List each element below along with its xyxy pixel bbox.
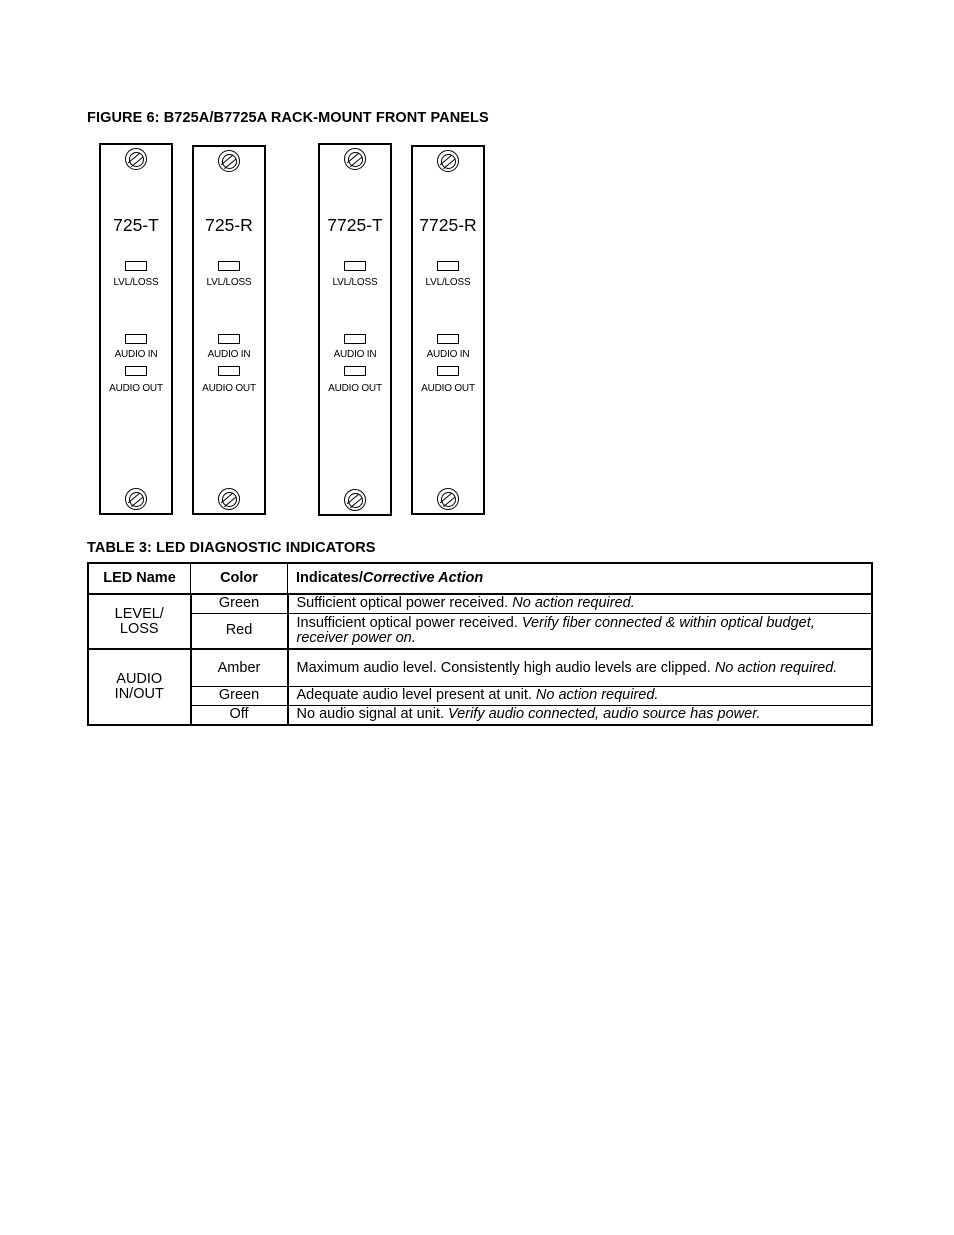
- description-cell: [288, 649, 872, 686]
- description-text: Insufficient optical power received.: [296, 614, 522, 631]
- audio-out-led-icon: [437, 366, 459, 376]
- lvl-loss-led-icon: [437, 261, 459, 271]
- description-text: Sufficient optical power received.: [296, 595, 513, 612]
- lvl-loss-led-icon: [344, 261, 366, 271]
- description-cell: [288, 686, 872, 705]
- audio-in-led-icon: [125, 334, 147, 344]
- table-row: [89, 686, 872, 705]
- screw-icon: [344, 148, 366, 170]
- screw-icon: [125, 488, 147, 510]
- audio-out-led-icon: [125, 366, 147, 376]
- front-panel-725-t: [99, 143, 173, 515]
- led-label: AUDIO OUT: [109, 383, 163, 394]
- table-row: [89, 613, 872, 649]
- led-name-cell: [89, 594, 191, 649]
- led-name-line1: LEVEL/: [114, 605, 164, 622]
- lvl-loss-led-icon: [125, 261, 147, 271]
- led-label: AUDIO IN: [333, 349, 377, 360]
- color-cell: Green: [191, 686, 288, 705]
- audio-in-led-icon: [218, 334, 240, 344]
- led-label: LVL/LOSS: [113, 277, 159, 288]
- audio-in-led-icon: [437, 334, 459, 344]
- led-name-line1: AUDIO: [116, 671, 163, 688]
- audio-in-led-icon: [344, 334, 366, 344]
- description-text: Adequate audio level present at unit.: [296, 687, 536, 704]
- led-name-line2: IN/OUT: [114, 686, 164, 703]
- front-panel-7725-r: [411, 145, 485, 515]
- led-label: LVL/LOSS: [206, 277, 252, 288]
- audio-out-led-icon: [218, 366, 240, 376]
- table-header-row: [89, 564, 872, 595]
- header-indicates-plain: Indicates/: [296, 570, 363, 586]
- table-title: TABLE 3: LED DIAGNOSTIC INDICATORS: [87, 540, 376, 556]
- led-label: AUDIO IN: [114, 349, 158, 360]
- description-cell: [288, 594, 872, 613]
- led-name-line2: LOSS: [119, 620, 159, 637]
- front-panel-7725-t: [318, 143, 392, 516]
- screw-icon: [125, 148, 147, 170]
- table-row: [89, 649, 872, 686]
- description-text: No audio signal at unit.: [296, 706, 449, 723]
- color-cell: Green: [191, 594, 288, 613]
- screw-icon: [218, 488, 240, 510]
- color-cell: Amber: [191, 649, 288, 686]
- panel-model-label: 7725-R: [419, 215, 477, 235]
- color-cell: Red: [191, 613, 288, 649]
- led-label: AUDIO OUT: [421, 383, 475, 394]
- corrective-action-text: Verify audio connected, audio source has power.: [448, 706, 761, 723]
- led-name-cell: [89, 649, 191, 724]
- led-label: AUDIO OUT: [328, 383, 382, 394]
- corrective-action-text: Verify fiber connected & within optical budget, receiver power on.: [296, 614, 815, 646]
- panel-model-label: 7725-T: [327, 215, 383, 235]
- led-label: AUDIO IN: [207, 349, 251, 360]
- header-color: Color: [191, 564, 288, 595]
- corrective-action-text: No action required.: [714, 659, 838, 676]
- description-cell: [288, 705, 872, 724]
- screw-icon: [437, 488, 459, 510]
- description-text: Maximum audio level. Consistently high audio levels are clipped.: [296, 659, 715, 676]
- corrective-action-text: No action required.: [535, 687, 659, 704]
- header-corrective-action: Corrective Action: [362, 570, 484, 586]
- color-cell: Off: [191, 705, 288, 724]
- screw-icon: [344, 489, 366, 511]
- figure-title: FIGURE 6: B725A/B7725A RACK-MOUNT FRONT PANELS: [87, 110, 489, 126]
- panel-model-label: 725-R: [205, 215, 253, 235]
- description-cell: [288, 613, 872, 649]
- header-led-name: LED Name: [89, 564, 191, 595]
- led-label: AUDIO IN: [426, 349, 470, 360]
- led-label: LVL/LOSS: [332, 277, 378, 288]
- lvl-loss-led-icon: [218, 261, 240, 271]
- led-label: LVL/LOSS: [425, 277, 471, 288]
- table-row: [89, 594, 872, 613]
- panel-model-label: 725-T: [113, 215, 159, 235]
- header-indicates: [288, 564, 872, 595]
- table-row: [89, 705, 872, 724]
- corrective-action-text: No action required.: [512, 595, 635, 612]
- front-panel-725-r: [192, 145, 266, 515]
- led-label: AUDIO OUT: [202, 383, 256, 394]
- audio-out-led-icon: [344, 366, 366, 376]
- screw-icon: [437, 150, 459, 172]
- screw-icon: [218, 150, 240, 172]
- led-diagnostic-table: [88, 563, 872, 725]
